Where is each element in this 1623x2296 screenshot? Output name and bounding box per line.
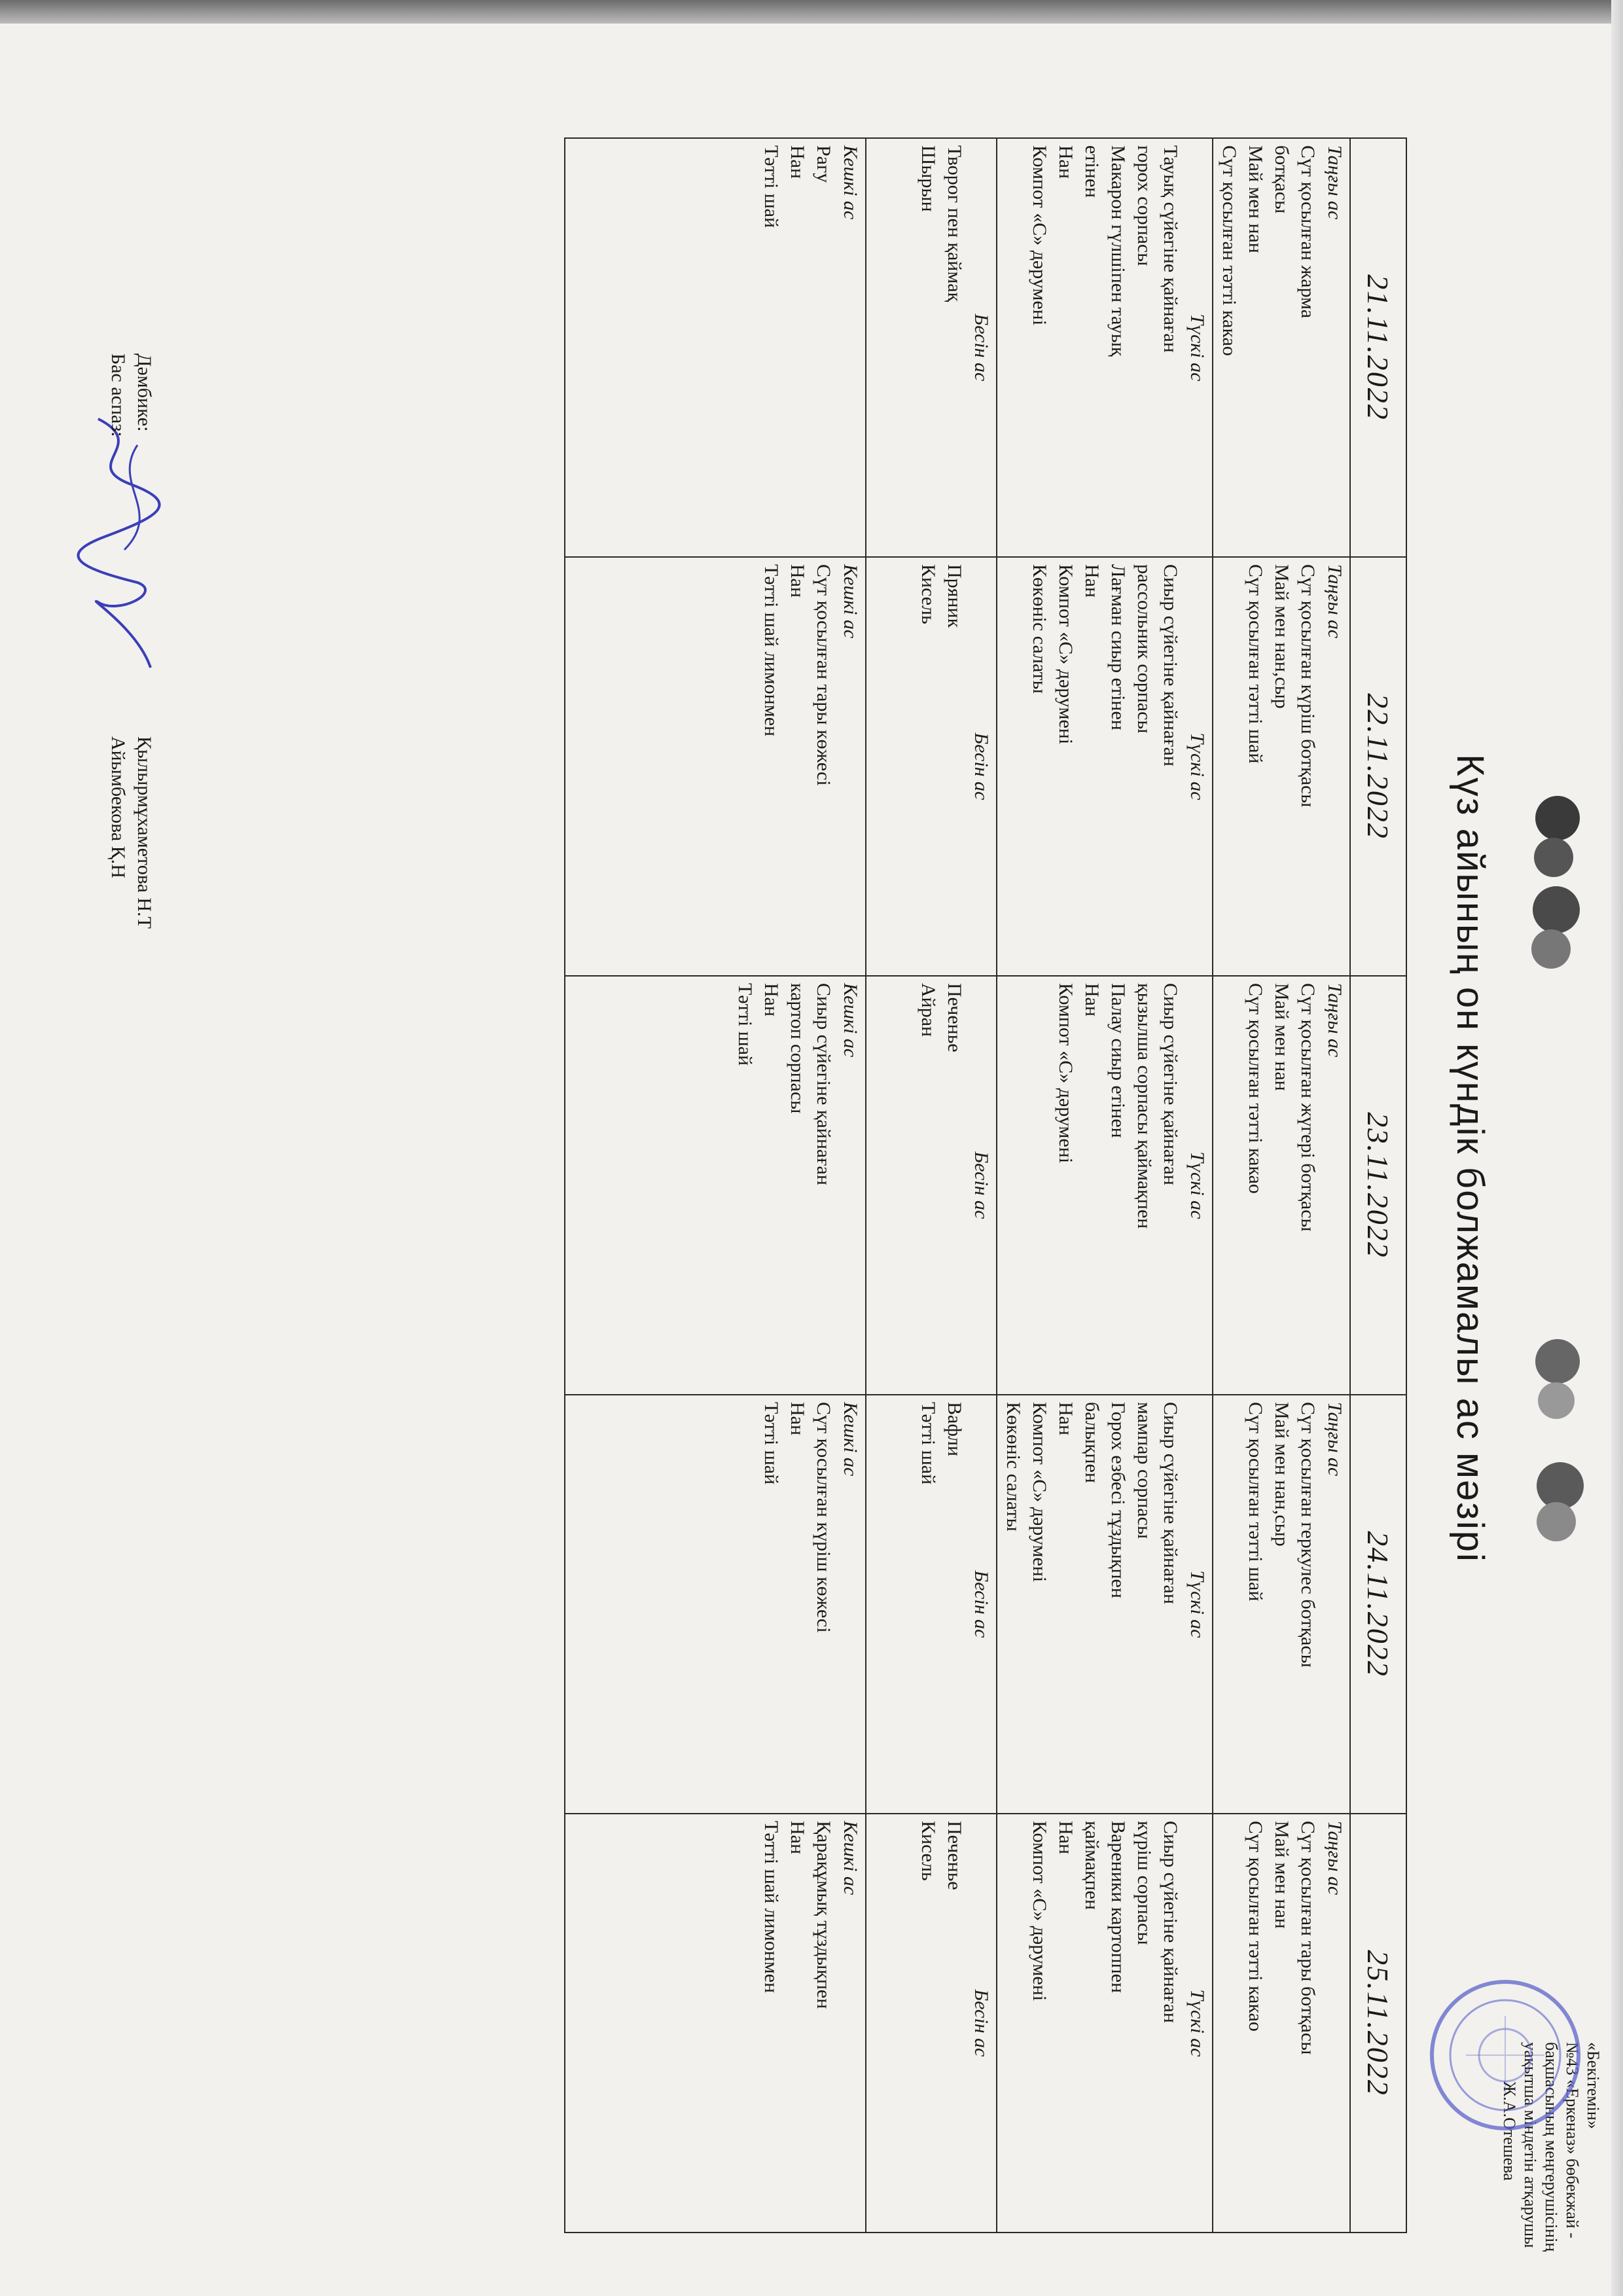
menu-item: Пряник bbox=[944, 564, 965, 628]
menu-item: Май мен нан bbox=[1271, 983, 1293, 1091]
menu-item: Көкөніс салаты bbox=[1029, 564, 1050, 694]
signature-line bbox=[105, 353, 131, 929]
scan-edge-right bbox=[1611, 0, 1623, 2296]
menu-item: Нан bbox=[1055, 1402, 1077, 1436]
menu-item: Сүт қосылған күріш көжесі bbox=[813, 1402, 834, 1633]
date-header: 24.11.2022 bbox=[1350, 1395, 1406, 1814]
menu-item: Компот «С» дәрумені bbox=[1055, 564, 1077, 745]
signature-role: Дәмбике: bbox=[134, 353, 155, 432]
snack-cell bbox=[866, 1814, 997, 2233]
signature-name: Қылырмұхаметова Н.Т bbox=[134, 736, 155, 929]
menu-item: горох сорпасы bbox=[1133, 145, 1155, 266]
snack-cell bbox=[866, 557, 997, 976]
menu-item: етінен bbox=[1081, 145, 1103, 198]
meal-label: Кешкі ас bbox=[840, 145, 861, 220]
menu-item: қаймақпен bbox=[1081, 1821, 1103, 1910]
menu-item: Май мен нан,сыр bbox=[1271, 564, 1293, 709]
menu-item: Тәтті шай bbox=[760, 145, 782, 228]
meal-label: Кешкі ас bbox=[840, 983, 861, 1058]
meal-label: Таңғы ас bbox=[1324, 564, 1346, 639]
meal-label: Бесін ас bbox=[971, 1989, 992, 2057]
menu-item: Тәтті шай bbox=[760, 1402, 782, 1485]
menu-item: Вафли bbox=[944, 1402, 965, 1457]
menu-item: Сүт қосылған тәтті какао bbox=[1219, 145, 1240, 356]
breakfast-row bbox=[1213, 138, 1350, 2233]
meal-label: Таңғы ас bbox=[1324, 983, 1346, 1058]
meal-label: Бесін ас bbox=[971, 1151, 992, 1219]
meal-label: Бесін ас bbox=[971, 1570, 992, 1638]
dinner-row bbox=[565, 138, 866, 2233]
lunch-cell bbox=[997, 138, 1213, 557]
menu-item: Сиыр сүйегіне қайнаған bbox=[1160, 564, 1181, 766]
snack-cell bbox=[866, 138, 997, 557]
menu-item: Печенье bbox=[944, 983, 965, 1052]
breakfast-cell bbox=[1213, 1395, 1350, 1814]
meal-label: Түскі ас bbox=[1186, 1570, 1208, 1638]
date-header: 23.11.2022 bbox=[1350, 976, 1406, 1395]
menu-item: Сиыр сүйегіне қайнаған bbox=[1160, 1402, 1181, 1604]
menu-item: Көкөніс салаты bbox=[1003, 1402, 1024, 1532]
menu-item: Сиыр сүйегіне қайнаған bbox=[1160, 983, 1181, 1185]
menu-item: рассольник сорпасы bbox=[1133, 564, 1155, 734]
snack-cell bbox=[866, 1395, 997, 1814]
menu-item: Тауық сүйегіне қайнаған bbox=[1160, 145, 1181, 353]
meal-label: Түскі ас bbox=[1186, 732, 1208, 800]
meal-label: Таңғы ас bbox=[1324, 1402, 1346, 1477]
menu-item: балықпен bbox=[1081, 1402, 1103, 1483]
menu-item: күріш сорпасы bbox=[1133, 1821, 1155, 1945]
scan-edge-top bbox=[0, 0, 1623, 24]
menu-item: Сүт қосылған тәтті шай bbox=[1245, 1402, 1266, 1602]
menu-item: Май мен нан bbox=[1271, 1821, 1293, 1929]
menu-item: Нан bbox=[787, 1402, 808, 1436]
menu-item: Палау сиыр етінен bbox=[1107, 983, 1129, 1138]
menu-item: Нан bbox=[1081, 564, 1103, 598]
menu-item: Сүт қосылған геркулес ботқасы bbox=[1297, 1402, 1319, 1668]
menu-item: Тәтті шай лимонмен bbox=[760, 1821, 782, 1994]
meal-label: Бесін ас bbox=[971, 732, 992, 800]
menu-item: Нан bbox=[760, 983, 782, 1017]
menu-item: Сүт қосылған тәтті какао bbox=[1245, 1821, 1266, 2032]
menu-sheet bbox=[33, 39, 1603, 2278]
signature-name: Айымбекова Қ.Н bbox=[107, 736, 129, 878]
lunch-cell bbox=[997, 1814, 1213, 2233]
menu-item: Сүт қосылған күріш ботқасы bbox=[1297, 564, 1319, 808]
breakfast-cell bbox=[1213, 976, 1350, 1395]
menu-item: картоп сорпасы bbox=[787, 983, 808, 1114]
meal-label: Түскі ас bbox=[1186, 1989, 1208, 2057]
meal-label: Таңғы ас bbox=[1324, 145, 1346, 220]
menu-item: Нан bbox=[787, 145, 808, 179]
approval-line: «Бекітемін» bbox=[1584, 2042, 1603, 2129]
menu-item: Макарон гүлшіпен тауық bbox=[1107, 145, 1129, 357]
meal-label: Бесін ас bbox=[971, 314, 992, 382]
menu-item: мампар сорпасы bbox=[1133, 1402, 1155, 1539]
menu-item: Сиыр сүйегіне қайнаған bbox=[1160, 1821, 1181, 2023]
menu-item: Май мен нан,сыр bbox=[1271, 1402, 1293, 1547]
approval-line: уақытша міндетін атқарушы bbox=[1521, 2042, 1540, 2248]
menu-item: Компот «С» дәрумені bbox=[1029, 1821, 1050, 2001]
menu-item: Сүт қосылған тәтті шай bbox=[1245, 564, 1266, 764]
menu-item: Лағман сиыр етінен bbox=[1107, 564, 1129, 730]
dinner-cell bbox=[565, 1814, 866, 2233]
menu-item: Айран bbox=[918, 983, 939, 1037]
signature-block bbox=[105, 353, 157, 929]
menu-item: Нан bbox=[787, 1821, 808, 1855]
approval-line: бақшасының меңгерушісінің bbox=[1542, 2042, 1561, 2252]
meal-label: Түскі ас bbox=[1186, 314, 1208, 382]
menu-item: Кисель bbox=[918, 1821, 939, 1881]
menu-item: Нан bbox=[1081, 983, 1103, 1017]
menu-item: Нан bbox=[1055, 145, 1077, 179]
menu-item: ботқасы bbox=[1271, 145, 1293, 214]
menu-item: Сүт қосылған жүгері ботқасы bbox=[1297, 983, 1319, 1232]
meal-label: Кешкі ас bbox=[840, 564, 861, 639]
menu-item: Нан bbox=[787, 564, 808, 598]
approval-line: №43 «Еркеназ» бөбекжай - bbox=[1563, 2042, 1582, 2238]
menu-item: Компот «С» дәрумені bbox=[1029, 145, 1050, 326]
menu-item: Сүт қосылған тары көжесі bbox=[813, 564, 834, 786]
menu-item: Сүт қосылған тары ботқасы bbox=[1297, 1821, 1319, 2055]
date-row bbox=[1350, 138, 1406, 2233]
ink-blots bbox=[1407, 39, 1603, 2278]
menu-item: Шырын bbox=[918, 145, 939, 212]
menu-item: Қарақұмық тұздықпен bbox=[813, 1821, 834, 2009]
date-header: 25.11.2022 bbox=[1350, 1814, 1406, 2233]
dinner-cell bbox=[565, 1395, 866, 1814]
meal-label: Таңғы ас bbox=[1324, 1821, 1346, 1895]
dinner-cell bbox=[565, 138, 866, 557]
menu-item: Май мен нан bbox=[1245, 145, 1266, 253]
dinner-cell bbox=[565, 976, 866, 1395]
menu-item: Кисель bbox=[918, 564, 939, 624]
snack-row bbox=[866, 138, 997, 2233]
menu-item: қызылша сорпасы қаймақпен bbox=[1133, 983, 1155, 1229]
menu-table bbox=[564, 137, 1407, 2233]
menu-item: Тәтті шай bbox=[734, 983, 756, 1066]
page-title: Күз айының он күндік болжамалы ас мәзірі bbox=[1449, 754, 1491, 1563]
lunch-cell bbox=[997, 557, 1213, 976]
menu-item: Вареники картоппен bbox=[1107, 1821, 1129, 1994]
menu-item: Сүт қосылған жарма bbox=[1297, 145, 1319, 319]
menu-item: Сиыр сүйегіне қайнаған bbox=[813, 983, 834, 1185]
menu-item: Нан bbox=[1055, 1821, 1077, 1855]
breakfast-cell bbox=[1213, 1814, 1350, 2233]
menu-item: Тәтті шай bbox=[918, 1402, 939, 1485]
signature-role: Бас аспаз: bbox=[107, 353, 129, 437]
date-header: 21.11.2022 bbox=[1350, 138, 1406, 557]
menu-item: Компот «С» дәрумені bbox=[1029, 1402, 1050, 1583]
menu-item: Печенье bbox=[944, 1821, 965, 1890]
date-header: 22.11.2022 bbox=[1350, 557, 1406, 976]
meal-label: Кешкі ас bbox=[840, 1821, 861, 1895]
menu-item: Горох езбесі тұздықпен bbox=[1107, 1402, 1129, 1598]
menu-item: Сүт қосылған тәтті какао bbox=[1245, 983, 1266, 1194]
lunch-cell bbox=[997, 1395, 1213, 1814]
snack-cell bbox=[866, 976, 997, 1395]
meal-label: Кешкі ас bbox=[840, 1402, 861, 1477]
menu-item: Тәтті шай лимонмен bbox=[760, 564, 782, 737]
menu-item: Рагу bbox=[813, 145, 834, 183]
dinner-cell bbox=[565, 557, 866, 976]
lunch-cell bbox=[997, 976, 1213, 1395]
breakfast-cell bbox=[1213, 557, 1350, 976]
meal-label: Түскі ас bbox=[1186, 1151, 1208, 1219]
breakfast-cell bbox=[1213, 138, 1350, 557]
menu-item: Творог пен қаймақ bbox=[944, 145, 965, 302]
lunch-row bbox=[997, 138, 1213, 2233]
approval-line: Ж.А.Отешева bbox=[1500, 2081, 1519, 2181]
menu-item: Компот «С» дәрумені bbox=[1055, 983, 1077, 1164]
signature-line bbox=[131, 353, 157, 929]
